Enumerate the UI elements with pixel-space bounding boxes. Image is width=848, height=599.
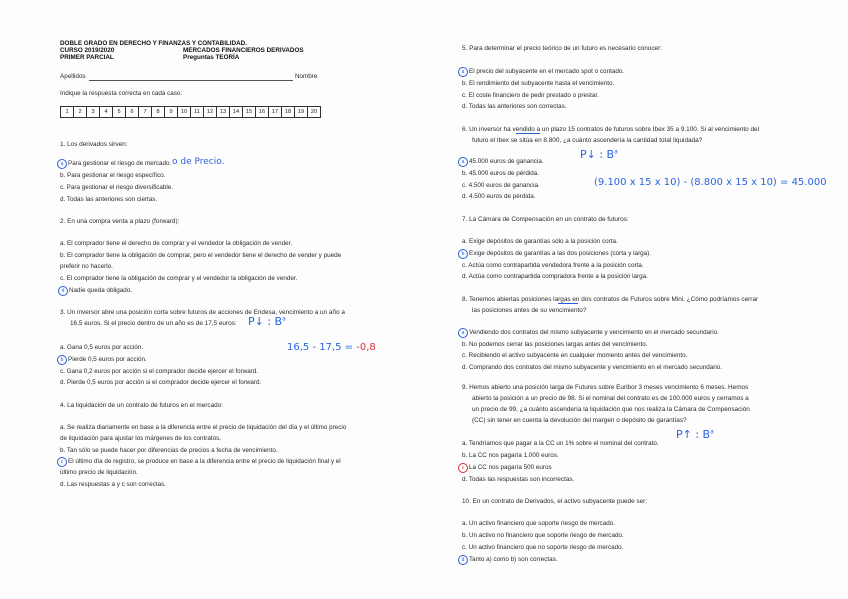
grid-cell[interactable]: 2: [74, 107, 87, 118]
q6-calculation: (9.100 x 15 x 10) - (8.800 x 15 x 10) = 45.000: [594, 177, 827, 188]
q8-option-d: d. Comprando dos contratos del mismo subyacente y vencimiento en el mercado secundario.: [462, 364, 723, 371]
grid-cell[interactable]: 3: [87, 107, 100, 118]
q9-position-note: [676, 428, 714, 441]
q10-option-d: Tanto a) como b) son correctas.: [469, 556, 558, 563]
grid-cell[interactable]: 5: [113, 107, 126, 118]
q6-answer-mark[interactable]: a: [458, 157, 468, 167]
q8-option-c: c. Recibiendo el activo subyacente en cualquier momento antes del vencimiento.: [462, 352, 688, 359]
grid-cell[interactable]: 1: [61, 107, 74, 118]
q8-title: 8. Tenemos abiertas posiciones largas en dos contratos de Futuros sobre Mini. ¿Cómo podríamos cerrar: [462, 296, 759, 303]
q3-position-note: [248, 315, 286, 328]
q8-option-a: Vendiendo dos contratos del mismo subyacente y vencimiento en el mercado secundario.: [469, 329, 719, 336]
q9-title-4: (CC) sin tener en cuenta la devolución del margen o depósito de garantías?: [472, 417, 687, 424]
q2-option-c: c. El comprador tiene la obligación de comprar y el vendedor la obligación de vender.: [60, 275, 298, 282]
q6-option-a: 45.000 euros de ganancia.: [469, 158, 544, 165]
q2-title: 2. En una compra venta a plazo (forward):: [60, 218, 180, 225]
q3-title-cont: 16,5 euros. Si el precio dentro de un año es de 17,5 euros:: [70, 320, 237, 327]
q5-option-b: b. El rendimiento del subyacente hasta el vencimiento.: [462, 80, 615, 87]
q7-option-b: Exige depósitos de garantías a las dos posiciones (corta y larga).: [469, 250, 652, 257]
q6-title-cont: futuro el Ibex se sitúa en 8.800, ¿a cuánto ascendería la cantidad total liquidada?: [472, 137, 703, 144]
q5-option-a: El precio del subyacente en el mercado spot o contado.: [469, 68, 625, 75]
q8-answer-mark[interactable]: a: [458, 328, 468, 338]
q1-option-a: Para gestionar el riesgo de mercado.: [68, 160, 172, 167]
q1-handwritten-note: o de Precio.: [172, 157, 225, 167]
q5-option-c: c. El coste financiero de pedir prestado o prestar.: [462, 92, 599, 99]
grid-cell[interactable]: 20: [308, 107, 321, 118]
grid-cell[interactable]: 11: [191, 107, 204, 118]
grid-cell[interactable]: 15: [243, 107, 256, 118]
q10-answer-mark[interactable]: d: [458, 555, 468, 565]
grid-cell[interactable]: 19: [295, 107, 308, 118]
q6-position-sup: a: [614, 148, 618, 156]
q10-option-c: c. Un activo financiero que no soporte riesgo de mercado.: [462, 544, 624, 551]
q3-option-b: Pierde 0,5 euros por acción.: [68, 356, 147, 363]
grid-cell[interactable]: 17: [269, 107, 282, 118]
grid-cell[interactable]: 8: [152, 107, 165, 118]
q9-answer-mark[interactable]: c: [458, 463, 468, 473]
grid-cell[interactable]: 10: [178, 107, 191, 118]
q2-answer-mark[interactable]: d: [58, 286, 68, 296]
q9-option-a: a. Tendríamos que pagar a la CC un 1% sobre el nominal del contrato.: [462, 440, 659, 447]
q6-position-note: [580, 148, 618, 161]
q9-title-3: un precio de 99, ¿a cuánto ascendería la liquidación que nos realiza la Cámara de Compensación: [472, 406, 750, 413]
q9-title: 9. Hemos abierto una posición larga de Futures sobre Euribor 3 meses vencimiento 6 meses. Hemos: [462, 384, 749, 391]
q3-position-text: P↓ : B: [248, 315, 283, 328]
grid-cell[interactable]: 18: [282, 107, 295, 118]
q2-option-b-cont: preferir no hacerlo.: [60, 263, 113, 270]
q1-option-c: c. Para gestionar el riesgo diversificable.: [60, 184, 174, 191]
q1-title: 1. Los derivados sirven:: [60, 141, 128, 148]
grid-cell[interactable]: 16: [256, 107, 269, 118]
q3-position-sup: a: [282, 315, 286, 323]
q7-option-a: a. Exige depósitos de garantías sólo a la posición corta.: [462, 238, 618, 245]
q10-title: 10. En un contrato de Derivados, el activo subyacente puede ser:: [462, 498, 648, 505]
q10-option-a: a. Un activo financiero que soporte riesgo de mercado.: [462, 520, 615, 527]
q9-option-d: d. Todas las respuestas son incorrectas.: [462, 476, 575, 483]
degree-title: DOBLE GRADO EN DERECHO Y FINANZAS Y CONTABILIDAD.: [60, 40, 247, 47]
q7-option-d: d. Actúa como contrapartida compradora frente a la posición larga.: [462, 273, 648, 280]
q6-option-d: d. 4.500 euros de pérdida.: [462, 193, 536, 200]
q4-option-a-cont: de liquidación para ajustar los márgenes de los contratos.: [60, 435, 222, 442]
q2-option-a: a. El comprador tiene el derecho de comprar y el vendedor la obligación de vender.: [60, 240, 293, 247]
q3-calc-result: -0,8: [356, 342, 376, 353]
q9-position-text: P↑ : B: [676, 428, 711, 441]
q4-option-a: a. Se realiza diariamente en base a la diferencia entre el precio de liquidación del día y el último precio: [60, 424, 347, 431]
grid-cell[interactable]: 7: [139, 107, 152, 118]
q9-title-2: abierto la posición a un precio de 98. Si el nominal del contrato es de 100.000 euros y cerramos a: [472, 395, 749, 402]
q1-answer-mark[interactable]: a: [57, 159, 67, 169]
grid-cell[interactable]: 12: [204, 107, 217, 118]
q4-option-d: d. Las respuestas a y c son correctas.: [60, 481, 167, 488]
q10-option-b: b. Un activo no financiero que soporte riesgo de mercado.: [462, 532, 624, 539]
surname-line[interactable]: [89, 80, 293, 81]
q6-option-c: c. 4.500 euros de ganancia.: [462, 182, 540, 189]
q6-underline: [516, 133, 540, 134]
q1-option-d: d. Todas las anteriores son ciertas.: [60, 196, 158, 203]
q1-option-b: b. Para gestionar el riesgo específico.: [60, 172, 166, 179]
q8-title-cont: las posiciones antes de su vencimiento?: [472, 307, 587, 314]
grid-cell[interactable]: 14: [230, 107, 243, 118]
q4-option-c-cont: último precio de liquidación.: [60, 469, 138, 476]
q3-calculation: [287, 342, 376, 353]
q6-title: 6. Un inversor ha vendido a un plazo 15 contratos de futuros sobre Ibex 35 a 9.100. Si al vencimiento del: [462, 126, 759, 133]
q4-answer-mark[interactable]: c: [57, 457, 67, 467]
grid-cell[interactable]: 6: [126, 107, 139, 118]
q3-calc-text: 16,5 - 17,5 =: [287, 342, 357, 353]
grid-cell[interactable]: 9: [165, 107, 178, 118]
q8-option-b: b. No podemos cerrar las posiciones largas antes del vencimiento.: [462, 341, 648, 348]
grid-cell[interactable]: 4: [100, 107, 113, 118]
q7-answer-mark[interactable]: b: [458, 249, 468, 259]
q7-option-c: c. Actúa como contrapartida vendedora frente a la posición corta.: [462, 262, 644, 269]
q2-option-d: Nadie queda obligado.: [69, 287, 133, 294]
q6-position-text: P↓ : B: [580, 148, 615, 161]
q4-title: 4. La liquidación de un contrato de futuros en el mercado:: [60, 402, 224, 409]
q5-option-d: d. Todas las anteriores son correctas.: [462, 103, 567, 110]
q7-title: 7. La Cámara de Compensación en un contrato de futuros:: [462, 216, 629, 223]
q2-option-b: b. El comprador tiene la obligación de comprar, pero el vendedor tiene el derecho de vender y puede: [60, 252, 342, 259]
instruction-text: Indique la respuesta correcta en cada caso:: [60, 90, 183, 97]
exam-type: PRIMER PARCIAL: [60, 54, 114, 61]
q5-answer-mark[interactable]: a: [458, 67, 468, 77]
subject-title: MERCADOS FINANCIEROS DERIVADOS: [183, 47, 304, 54]
surname-label: Apellidos: [60, 73, 86, 80]
q3-answer-mark[interactable]: b: [57, 355, 67, 365]
answer-grid: [60, 106, 321, 118]
q4-option-c: El último día de registro, se produce en base a la diferencia entre el precio de liquidación final y el: [68, 458, 341, 465]
q4-option-b: b. Tan sólo se puede hacer por diferencias de precios a fecha de vencimiento.: [60, 447, 278, 454]
q3-option-a: a. Gana 0,5 euros por acción.: [60, 344, 143, 351]
q8-underline: [558, 303, 578, 304]
questions-type: Preguntas TEORÍA: [183, 54, 240, 61]
q6-option-b: b. 45.000 euros de pérdida.: [462, 170, 540, 177]
q5-title: 5. Para determinar el precio teórico de un futuro es necesario conocer:: [462, 45, 662, 52]
course-year: CURSO 2019/2020: [60, 47, 115, 54]
q3-option-c: c. Gana 0,2 euros por acción si el comprador decide ejercer el forward.: [60, 368, 259, 375]
q9-position-sup: a: [710, 428, 714, 436]
grid-cell[interactable]: 13: [217, 107, 230, 118]
q3-option-d: d. Pierde 0,5 euros por acción si el comprador decide ejercer el forward.: [60, 379, 262, 386]
q3-title: 3. Un inversor abre una posición corta sobre futuros de acciones de Endesa, vencimiento a un año a: [60, 309, 345, 316]
q9-option-c: La CC nos pagaría 500 euros: [469, 464, 552, 471]
name-label: Nombre: [295, 73, 318, 80]
q9-option-b: b. La CC nos pagaría 1.000 euros.: [462, 452, 559, 459]
